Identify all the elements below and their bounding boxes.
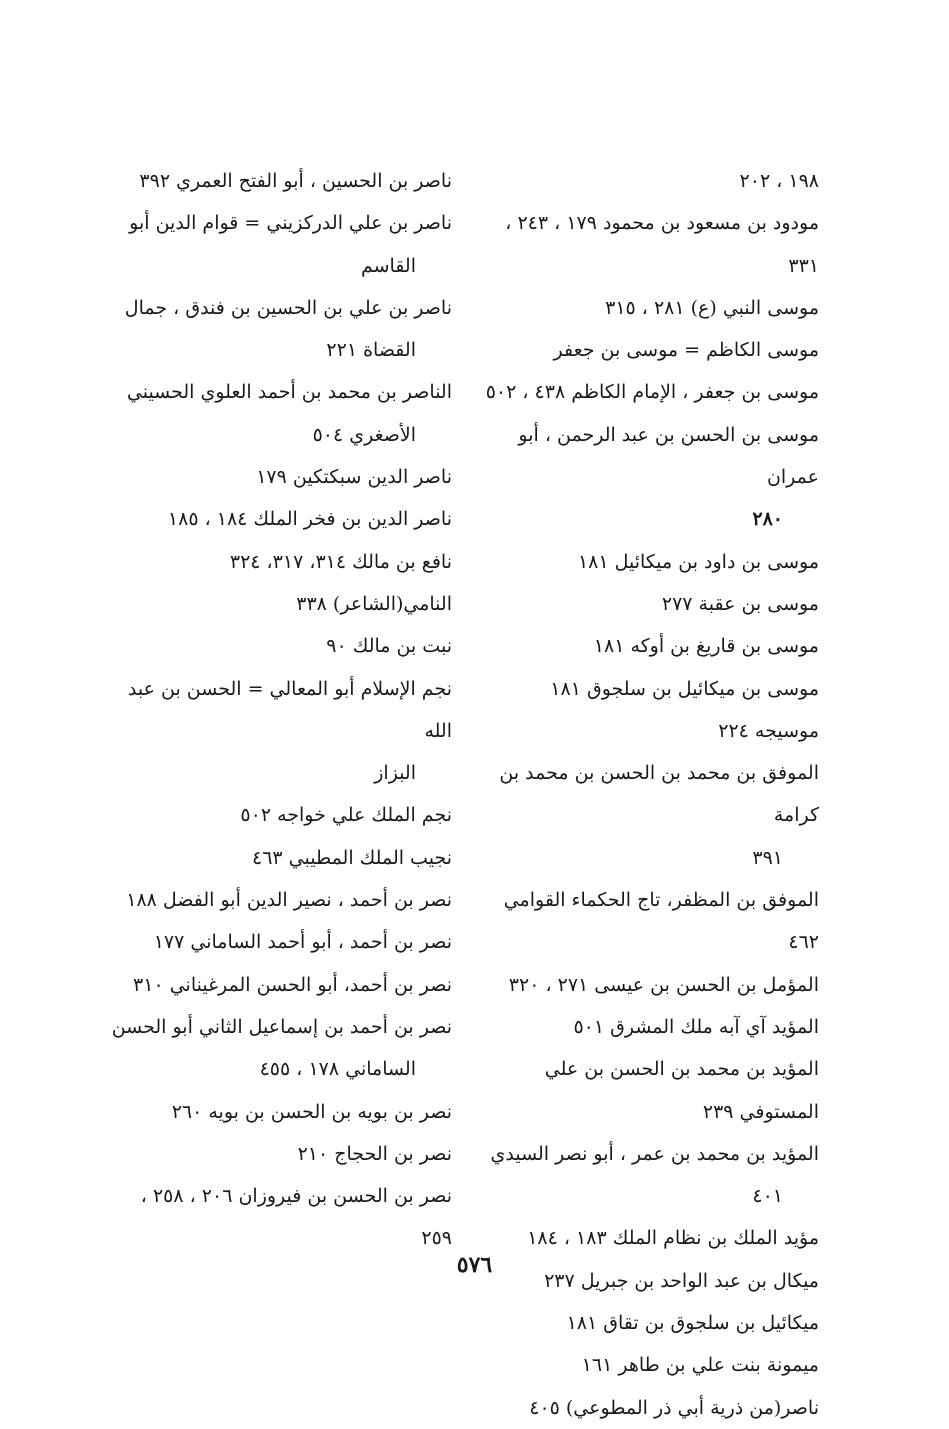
index-entry-text: المؤيد آي آبه ملك المشرق ٥٠١	[573, 1015, 819, 1038]
index-entry-text: ناصر بن علي بن الحسين بن فندق ، جمال	[124, 296, 452, 319]
index-entry-text: ناصر بن الحسين ، أبو الفتح العمري ٣٩٢	[139, 170, 452, 192]
index-entry	[474, 329, 819, 371]
page-number: ٥٧٦	[456, 1252, 493, 1278]
index-entry	[474, 1048, 819, 1133]
index-entry	[474, 1133, 819, 1218]
index-entry-text: المؤيد بن محمد بن الحسن بن علي المستوفي ٢٣٩	[544, 1058, 819, 1123]
index-column-right	[474, 160, 819, 1429]
index-entry-text: نصر بن الحسن بن فيروزان ٢٠٦ ، ٢٥٨ ، ٢٥٩	[140, 1185, 452, 1250]
index-entry-continuation: ٣٩١	[752, 846, 783, 869]
index-entry-continuation: الأصغري ٥٠٤	[312, 423, 416, 446]
index-entry	[107, 498, 452, 540]
index-entry-text: نصر بن أحمد بن إسماعيل الثاني أبو الحسن	[111, 1015, 452, 1038]
index-entry-text: ميكائيل بن سلجوق بن تقاق ١٨١	[566, 1312, 819, 1335]
index-entry	[107, 837, 452, 879]
index-entry-text: الموفق بن المظفر، تاج الحكماء القوامي ٤٦٢	[503, 889, 819, 954]
index-entry	[107, 202, 452, 287]
index-entry	[107, 1175, 452, 1260]
index-entry-text: نجيب الملك المطيبي ٤٦٣	[252, 846, 452, 869]
index-entry-text: ناصر(من ذرية أبي ذر المطوعي) ٤٠٥	[529, 1396, 819, 1419]
index-entry-continuation: القضاة ٢٢١	[326, 339, 416, 362]
index-entry	[474, 202, 819, 287]
index-entry-continuation: البزاز	[374, 762, 416, 785]
index-entry-text: مؤيد الملك بن نظام الملك ١٨٣ ، ١٨٤	[527, 1227, 819, 1250]
index-entry-text: نافع بن مالك ٣١٤، ٣١٧، ٣٢٤	[229, 550, 452, 573]
index-entry	[107, 583, 452, 625]
index-entry	[107, 287, 452, 372]
index-entry	[474, 160, 819, 202]
index-entry	[107, 964, 452, 1006]
index-entry	[474, 414, 819, 541]
index-entry	[474, 583, 819, 625]
index-entry-continuation: ٤٠١	[752, 1185, 783, 1208]
index-entry-text: المؤمل بن الحسن بن عيسى ٢٧١ ، ٣٢٠	[508, 973, 819, 996]
index-entry-text: موسى بن داود بن ميكائيل ١٨١	[577, 550, 819, 573]
index-entry-text: ناصر الدين بن فخر الملك ١٨٤ ، ١٨٥	[167, 508, 452, 531]
index-entry-text: موسى بن قاريغ بن أوكه ١٨١	[593, 635, 819, 658]
index-entry-text: نبت بن مالك ٩٠	[326, 635, 452, 658]
index-entry	[474, 287, 819, 329]
index-entry	[107, 1133, 452, 1175]
index-entry-text: ناصر الدين سبكتكين ١٧٩	[256, 466, 452, 489]
index-entry-text: موسى الكاظم = موسى بن جعفر	[553, 339, 819, 362]
index-entry-text: نجم الملك علي خواجه ٥٠٢	[240, 804, 452, 827]
index-entry	[474, 1387, 819, 1429]
index-entry	[107, 668, 452, 795]
index-entry	[107, 879, 452, 921]
index-entry	[107, 794, 452, 836]
index-entry-continuation: القاسم	[360, 254, 416, 277]
index-entry-text: ميمونة بنت علي بن طاهر ١٦١	[581, 1354, 819, 1377]
index-entry-text: المؤيد بن محمد بن عمر ، أبو نصر السيدي	[490, 1142, 819, 1165]
index-entry	[107, 1091, 452, 1133]
index-entry-text: موسيجه ٢٢٤	[718, 719, 819, 742]
index-entry	[107, 541, 452, 583]
index-entry-text: الناصر بن محمد بن أحمد العلوي الحسيني	[126, 381, 452, 404]
index-entry	[107, 160, 452, 202]
index-entry	[474, 964, 819, 1006]
index-column-left	[107, 160, 452, 1260]
index-entry-text: نصر بن أحمد، أبو الحسن المرغيناني ٣١٠	[133, 973, 452, 996]
index-entry-page-bold: ٢٨٠	[752, 508, 783, 531]
index-entry	[107, 921, 452, 963]
index-entry	[474, 1344, 819, 1386]
index-entry	[107, 625, 452, 667]
index-entry-text: نجم الإسلام أبو المعالي = الحسن بن عبد الله	[127, 677, 452, 742]
index-entry	[107, 456, 452, 498]
index-entry-text: ناصر بن علي الدركزيني = قوام الدين أبو	[129, 212, 452, 235]
index-entry	[474, 625, 819, 667]
index-entry	[474, 371, 819, 413]
index-entry	[474, 710, 819, 752]
index-entry-text: نصر بن بويه بن الحسن بن بويه ٢٦٠	[171, 1100, 452, 1123]
index-entry-text: نصر بن أحمد ، نصير الدين أبو الفضل ١٨٨	[126, 889, 452, 912]
index-entry-text: موسى بن جعفر ، الإمام الكاظم ٤٣٨ ، ٥٠٢	[485, 381, 819, 404]
index-entry-text: الموفق بن محمد بن الحسن بن محمد بن كرامة	[499, 762, 819, 827]
index-entry-text: ١٩٨ ، ٢٠٢	[739, 170, 819, 192]
index-entry-text: موسى بن الحسن بن عبد الرحمن ، أبو عمران	[518, 423, 819, 489]
index-entry-text: نصر بن أحمد ، أبو أحمد الساماني ١٧٧	[153, 931, 452, 954]
index-entry	[474, 752, 819, 879]
index-entry	[474, 1302, 819, 1344]
index-entry	[474, 668, 819, 710]
index-entry-text: ميكال بن عبد الواحد بن جبريل ٢٣٧	[544, 1269, 819, 1292]
index-entry-text: موسى بن عقبة ٢٧٧	[661, 592, 819, 615]
index-entry-text: النامي(الشاعر) ٣٣٨	[296, 592, 452, 615]
index-entry	[474, 879, 819, 964]
index-entry	[474, 1006, 819, 1048]
index-entry	[107, 371, 452, 456]
index-entry-text: مودود بن مسعود بن محمود ١٧٩ ، ٢٤٣ ، ٣٣١	[505, 212, 819, 277]
index-entry-text: موسى النبي (ع) ٢٨١ ، ٣١٥	[605, 296, 819, 319]
index-entry	[107, 1006, 452, 1091]
index-entry	[474, 541, 819, 583]
index-entry-text: موسى بن ميكائيل بن سلجوق ١٨١	[550, 677, 819, 700]
index-entry-continuation: الساماني ١٧٨ ، ٤٥٥	[259, 1058, 416, 1081]
index-entry-text: نصر بن الحجاج ٢١٠	[297, 1142, 452, 1165]
